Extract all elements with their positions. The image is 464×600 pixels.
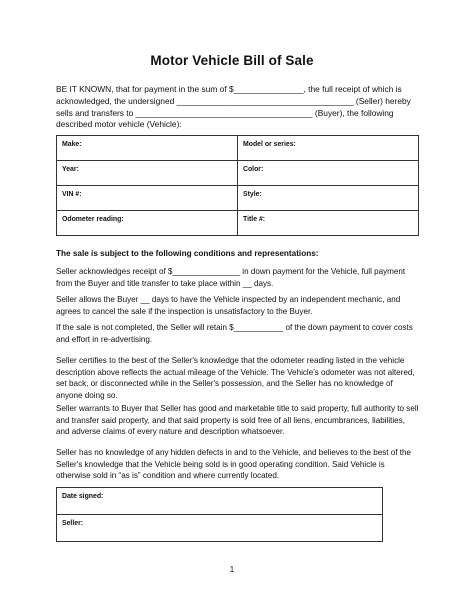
model-field[interactable]: Model or series: [238, 136, 419, 161]
intro-line: BE IT KNOWN, that for payment in the sum of $_______________, the full receipt of which is [56, 84, 402, 94]
title-number-field[interactable]: Title #: [238, 211, 419, 236]
page-number: 1 [229, 565, 235, 574]
table-row [57, 488, 383, 515]
odometer-paragraph: Seller certifies to the best of the Seller's knowledge that the odometer reading listed in the vehicle description above reflects the actual mileage of the Vehicle. The Vehicle's odometer was not altered, set back, or disconnected while in the Seller's possession, and the Seller has no knowledge of anyone doing so. [56, 356, 415, 400]
title-warranty-paragraph: Seller warrants to Buyer that Seller has good and marketable title to said property, full authority to sell and transfer said property, and that said property is sold free of all liens, encumbrances, liabilities, and adverse claims of every nature and description whatsoever. [56, 404, 419, 436]
table-row [57, 211, 419, 236]
date-signed-field[interactable]: Date signed: [57, 488, 383, 515]
condition-paragraph: Seller has no knowledge of any hidden defects in and to the Vehicle, and believes to the best of the Seller's knowledge that the Vehicle being sold is in good operating condition. Said Vehicle is otherwise sold in “as is” condition and where currently located. [56, 448, 412, 480]
intro-line: described motor vehicle (Vehicle): [56, 119, 182, 130]
year-field[interactable]: Year: [57, 161, 238, 186]
intro-paragraph [56, 84, 418, 131]
vin-field[interactable]: VIN #: [57, 186, 238, 211]
table-row [57, 161, 419, 186]
color-field[interactable]: Color: [238, 161, 419, 186]
document-title: Motor Vehicle Bill of Sale [150, 53, 314, 68]
table-row [57, 186, 419, 211]
inspection-paragraph: Seller allows the Buyer __ days to have the Vehicle inspected by an independent mechanic, and agrees to cancel the sale if the inspection is unsatisfactory to the Buyer. [56, 295, 401, 316]
intro-line: sells and transfers to ______________________________________ (Buyer), the following [56, 107, 394, 118]
seller-signature-field[interactable]: Seller: [57, 515, 383, 542]
table-row [57, 136, 419, 161]
odometer-field[interactable]: Odometer reading: [57, 211, 238, 236]
intro-line: acknowledged, the undersigned ______________________________________ (Seller) hereby [56, 95, 411, 106]
down-payment-paragraph: Seller acknowledges receipt of $_______________ in down payment for the Vehicle, full payment from the Buyer and title transfer to take place within __ days. [56, 267, 406, 288]
make-field[interactable]: Make: [57, 136, 238, 161]
conditions-heading: The sale is subject to the following conditions and representations: [56, 249, 319, 258]
table-row [57, 515, 383, 542]
vehicle-details-table [56, 135, 419, 236]
style-field[interactable]: Style: [238, 186, 419, 211]
signature-table [56, 487, 383, 542]
retention-paragraph: If the sale is not completed, the Seller will retain $___________ of the down payment to cover costs and effort in re-advertising. [56, 323, 413, 344]
